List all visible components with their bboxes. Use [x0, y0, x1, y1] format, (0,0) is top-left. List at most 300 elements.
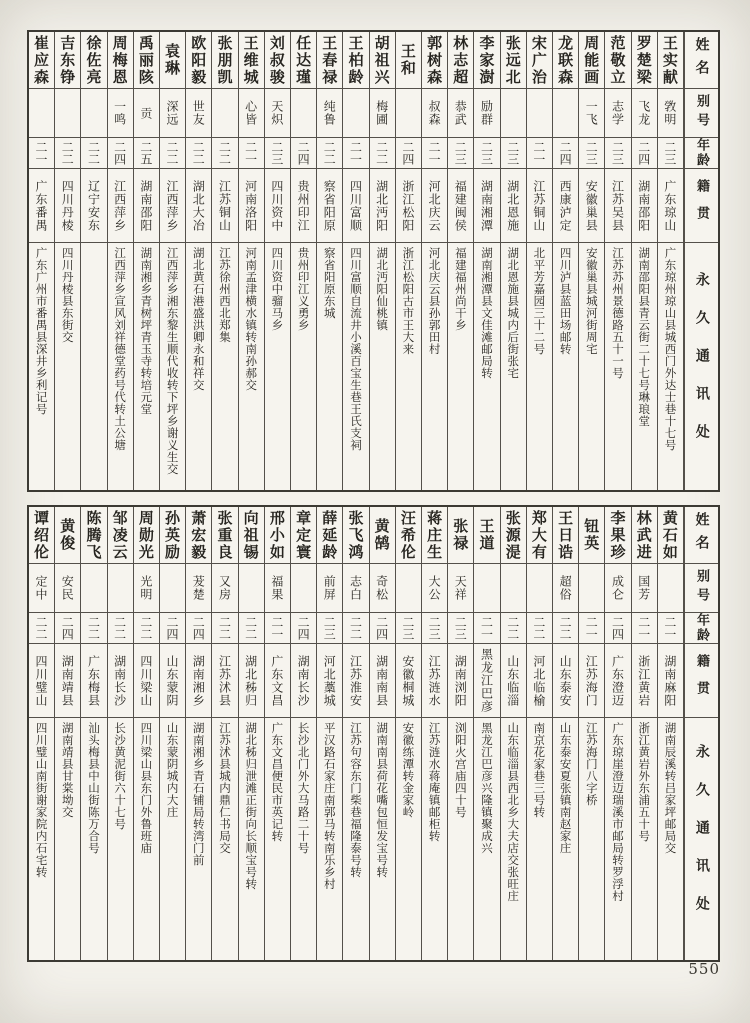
- person-address: 山东泰安夏张镇南赵家庄: [558, 722, 573, 854]
- person-column: [212, 507, 238, 960]
- person-age: 二二: [343, 613, 368, 644]
- person-origin: 四川资中: [265, 169, 290, 243]
- person-name: 吉东铮: [55, 32, 80, 89]
- person-name: 龙联森: [553, 32, 578, 89]
- person-age: 二二: [527, 613, 552, 644]
- person-age: 二二: [186, 138, 211, 169]
- person-alias: 安民: [55, 564, 80, 613]
- person-column: [81, 32, 107, 490]
- person-name: 王和: [396, 32, 421, 89]
- person-name: 张重良: [212, 507, 237, 564]
- person-column: [343, 507, 369, 960]
- person-column: [291, 32, 317, 490]
- person-name: 黄石如: [658, 507, 683, 564]
- person-alias: [29, 89, 54, 138]
- directory-table-top: [27, 30, 720, 492]
- person-origin: 湖南浏阳: [448, 644, 473, 718]
- person-alias: [553, 89, 578, 138]
- person-address: 四川梁山县东门外鲁班庙: [139, 722, 154, 854]
- person-age: 二二: [108, 613, 133, 644]
- row-label-origin: 籍贯: [685, 644, 718, 718]
- person-alias: 茇楚: [186, 564, 211, 613]
- person-origin: 湖南南县: [370, 644, 395, 718]
- person-age: 二一: [29, 138, 54, 169]
- person-address: 广东广州市番禺县深井乡利记号: [34, 247, 49, 415]
- person-origin: 江苏海门: [579, 644, 604, 718]
- person-age: 二三: [448, 613, 473, 644]
- person-address: 四川丹棱县东街交: [60, 247, 75, 343]
- person-alias: 飞龙: [632, 89, 657, 138]
- person-address: 福建福州尚干乡: [453, 247, 468, 331]
- person-alias: [474, 564, 499, 613]
- person-origin: 山东蒙阴: [160, 644, 185, 718]
- person-column: [396, 32, 422, 490]
- person-name: 薛延龄: [317, 507, 342, 564]
- person-name: 王实献: [658, 32, 683, 89]
- person-alias: [291, 564, 316, 613]
- person-name: 周勋光: [134, 507, 159, 564]
- person-name: 李果珍: [605, 507, 630, 564]
- person-name: 李家澍: [474, 32, 499, 89]
- person-origin: 四川璧山: [29, 644, 54, 718]
- person-alias: 深远: [160, 89, 185, 138]
- person-origin: 江苏涟水: [422, 644, 447, 718]
- person-column: [579, 507, 605, 960]
- person-column: [212, 32, 238, 490]
- person-name: 陈腾飞: [81, 507, 106, 564]
- person-column: [632, 507, 658, 960]
- row-label-name: 姓名: [685, 32, 718, 89]
- person-address: 山东蒙阴城内大庄: [165, 722, 180, 818]
- person-origin: 湖北恩施: [501, 169, 526, 243]
- person-name: 刘叔骏: [265, 32, 290, 89]
- person-name: 张远北: [501, 32, 526, 89]
- person-column: [579, 32, 605, 490]
- person-column: [160, 32, 186, 490]
- person-age: 二一: [527, 138, 552, 169]
- person-origin: 福建闽侯: [448, 169, 473, 243]
- person-address: 贵州印江义勇乡: [296, 247, 311, 331]
- person-origin: 湖南长沙: [291, 644, 316, 718]
- person-alias: [527, 89, 552, 138]
- person-address: 广东琼州琼山县城西门外达士巷十七号: [663, 247, 678, 451]
- person-column: [527, 32, 553, 490]
- person-alias: 梅圃: [370, 89, 395, 138]
- person-age: 二四: [186, 613, 211, 644]
- person-alias: 大公: [422, 564, 447, 613]
- person-address: 湖北秭归泄滩正街向长顺宝号转: [244, 722, 259, 890]
- person-name: 邹凌云: [108, 507, 133, 564]
- person-address: 山东临淄县西北乡大夫店交张旺庄: [506, 722, 521, 902]
- person-age: 二三: [579, 138, 604, 169]
- person-age: 二三: [448, 138, 473, 169]
- person-name: 罗楚梁: [632, 32, 657, 89]
- person-age: 二二: [160, 138, 185, 169]
- person-column: [474, 507, 500, 960]
- person-column: [343, 32, 369, 490]
- person-name: 张朋凯: [212, 32, 237, 89]
- person-column: [605, 507, 631, 960]
- person-address: 江苏海门八字桥: [584, 722, 599, 806]
- person-age: 二四: [605, 613, 630, 644]
- person-origin: 广东文昌: [265, 644, 290, 718]
- person-alias: [396, 564, 421, 613]
- person-address: 四川泸县蓝田场邮转: [558, 247, 573, 355]
- row-label-address: 永久通讯处: [693, 271, 710, 462]
- person-name: 张禄: [448, 507, 473, 564]
- person-name: 宋广治: [527, 32, 552, 89]
- person-address: 浙江黄岩外东浦五十号: [637, 722, 652, 842]
- person-alias: 成仑: [605, 564, 630, 613]
- person-name: 徐佐亮: [81, 32, 106, 89]
- person-column: [55, 32, 81, 490]
- person-address: 安徽巢县城河街周宅: [584, 247, 599, 355]
- person-name: 王日诰: [553, 507, 578, 564]
- person-age: 二一: [265, 613, 290, 644]
- person-age: 二四: [291, 138, 316, 169]
- page-number: 550: [688, 960, 720, 978]
- person-origin: 四川丹棱: [55, 169, 80, 243]
- person-column: [658, 32, 684, 490]
- person-age: 二四: [396, 138, 421, 169]
- person-origin: 广东番禺: [29, 169, 54, 243]
- person-name: 章定寰: [291, 507, 316, 564]
- person-address: 江西萍乡湘东黎生顺代收转下坪乡谢义生交: [165, 247, 180, 475]
- person-age: 二三: [501, 138, 526, 169]
- person-origin: 河北藁城: [317, 644, 342, 718]
- person-column: [448, 507, 474, 960]
- person-origin: 察省阳原: [317, 169, 342, 243]
- person-origin: 浙江黄岩: [632, 644, 657, 718]
- person-alias: 恭武: [448, 89, 473, 138]
- person-origin: 江西萍乡: [108, 169, 133, 243]
- person-alias: 一鸣: [108, 89, 133, 138]
- person-alias: 贡: [134, 89, 159, 138]
- person-alias: 定中: [29, 564, 54, 613]
- person-column: [134, 32, 160, 490]
- row-label-alias: 别号: [685, 564, 718, 613]
- person-alias: 纯鲁: [317, 89, 342, 138]
- person-age: 二三: [605, 138, 630, 169]
- person-alias: 超俗: [553, 564, 578, 613]
- row-label-age: 年龄: [685, 138, 718, 169]
- person-age: 二四: [632, 138, 657, 169]
- person-column: [108, 32, 134, 490]
- row-label-origin: 籍贯: [685, 169, 718, 243]
- person-age: 二二: [370, 138, 395, 169]
- person-age: 二二: [81, 138, 106, 169]
- person-alias: 福果: [265, 564, 290, 613]
- person-age: 二一: [658, 613, 683, 644]
- person-age: 二三: [396, 613, 421, 644]
- person-name: 郭树森: [422, 32, 447, 89]
- person-origin: 广东梅县: [81, 644, 106, 718]
- person-name: 欧阳毅: [186, 32, 211, 89]
- person-age: 二三: [317, 613, 342, 644]
- person-address: 湖南湘乡青树坪青玉寺转培元堂: [139, 247, 154, 415]
- person-age: 二二: [239, 613, 264, 644]
- person-age: 二二: [317, 138, 342, 169]
- person-alias: [212, 89, 237, 138]
- person-name: 萧宏毅: [186, 507, 211, 564]
- person-age: 二二: [212, 613, 237, 644]
- person-address: 长沙黄泥街六十七号: [113, 722, 128, 830]
- person-origin: 河北庆云: [422, 169, 447, 243]
- person-column: [658, 507, 684, 960]
- person-address: 江苏苏州景德路五十一号: [611, 247, 626, 379]
- row-label-column: [684, 507, 718, 960]
- person-origin: 江苏铜山: [527, 169, 552, 243]
- person-alias: 敩明: [658, 89, 683, 138]
- person-origin: 黑龙江巴彦: [474, 644, 499, 718]
- person-address: 南京花家巷三号转: [532, 722, 547, 818]
- person-name: 王维城: [239, 32, 264, 89]
- person-column: [370, 32, 396, 490]
- person-column: [186, 32, 212, 490]
- person-origin: 湖南靖县: [55, 644, 80, 718]
- person-address: 湖南辰溪转吕家坪邮局交: [663, 722, 678, 854]
- person-address: 湖北黄石港盛洪卿永和祥交: [191, 247, 206, 391]
- person-column: [474, 32, 500, 490]
- person-age: 二二: [81, 613, 106, 644]
- person-alias: [527, 564, 552, 613]
- person-age: 二二: [501, 613, 526, 644]
- person-origin: 江苏吴县: [605, 169, 630, 243]
- person-address: 湖南南县荷花嘴包恒发宝号转: [375, 722, 390, 878]
- person-origin: 江苏铜山: [212, 169, 237, 243]
- person-age: 二四: [160, 613, 185, 644]
- person-alias: [658, 564, 683, 613]
- person-address: 北平芳嘉园三十二号: [532, 247, 547, 355]
- person-age: 二一: [579, 613, 604, 644]
- person-alias: [239, 564, 264, 613]
- person-origin: 安徽巢县: [579, 169, 604, 243]
- person-column: [422, 507, 448, 960]
- person-column: [239, 32, 265, 490]
- person-column: [553, 507, 579, 960]
- person-address: 湖南湘乡青石铺局转湾门前: [191, 722, 206, 866]
- person-origin: 山东泰安: [553, 644, 578, 718]
- person-age: 二一: [422, 138, 447, 169]
- person-alias: [501, 564, 526, 613]
- person-address: 河北庆云县孙郭田村: [427, 247, 442, 355]
- person-address: 安徽练潭转金家岭: [401, 722, 416, 818]
- person-address: 湖北恩施县城内后街张宅: [506, 247, 521, 379]
- person-origin: 广东澄迈: [605, 644, 630, 718]
- row-label-age: 年龄: [685, 613, 718, 644]
- person-alias: 叔森: [422, 89, 447, 138]
- person-address: 江苏徐州西北郑集: [217, 247, 232, 343]
- person-alias: [81, 564, 106, 613]
- person-origin: 四川梁山: [134, 644, 159, 718]
- person-name: 郑大有: [527, 507, 552, 564]
- person-age: 二二: [212, 138, 237, 169]
- person-name: 王春禄: [317, 32, 342, 89]
- person-alias: [160, 564, 185, 613]
- person-alias: [81, 89, 106, 138]
- person-address: 浏阳火宫庙四十号: [453, 722, 468, 818]
- person-age: 二四: [291, 613, 316, 644]
- person-column: [605, 32, 631, 490]
- person-name: 孙英励: [160, 507, 185, 564]
- person-address: 广东文昌便民市英记转: [270, 722, 285, 842]
- person-alias: [396, 89, 421, 138]
- person-age: 二四: [108, 138, 133, 169]
- person-age: 二一: [343, 138, 368, 169]
- person-name: 任达瑾: [291, 32, 316, 89]
- person-alias: 奇松: [370, 564, 395, 613]
- person-address: 江苏沭县城内鼎仁书局交: [217, 722, 232, 854]
- person-alias: 前屏: [317, 564, 342, 613]
- person-origin: 湖南湘乡: [186, 644, 211, 718]
- person-name: 胡祖兴: [370, 32, 395, 89]
- person-origin: 湖南麻阳: [658, 644, 683, 718]
- person-age: 二二: [55, 138, 80, 169]
- person-alias: 志学: [605, 89, 630, 138]
- person-name: 周能画: [579, 32, 604, 89]
- person-address: 湖南邵阳县青云街二十七号琳琅堂: [637, 247, 652, 427]
- person-column: [265, 507, 291, 960]
- person-address: [81, 243, 106, 490]
- row-label-address: 永久通讯处: [693, 744, 710, 934]
- person-age: 二二: [134, 613, 159, 644]
- person-origin: 湖北秭归: [239, 644, 264, 718]
- person-address: 四川富顺自流井小溪百宝生巷王氏支祠: [349, 247, 363, 451]
- person-address: 浙江松阳古市王大来: [401, 247, 416, 355]
- person-age: 二二: [29, 613, 54, 644]
- person-address: 四川璧山南街谢家院内石宅转: [34, 722, 49, 878]
- person-address: 察省阳原东城: [322, 247, 337, 319]
- person-name: 崔应森: [29, 32, 54, 89]
- person-origin: 湖南湘潭: [474, 169, 499, 243]
- person-address: 四川资中骝马乡: [270, 247, 285, 331]
- person-origin: 江西萍乡: [160, 169, 185, 243]
- person-alias: 志白: [343, 564, 368, 613]
- person-name: 袁琳: [160, 32, 185, 89]
- row-label-name: 姓名: [685, 507, 718, 564]
- person-age: 二一: [632, 613, 657, 644]
- person-origin: 湖南邵阳: [134, 169, 159, 243]
- person-alias: [108, 564, 133, 613]
- person-origin: 安徽桐城: [396, 644, 421, 718]
- person-origin: 湖南长沙: [108, 644, 133, 718]
- person-alias: 天祥: [448, 564, 473, 613]
- person-address: 河南孟津横水镇转南孙郝交: [244, 247, 259, 391]
- person-column: [81, 507, 107, 960]
- person-origin: 辽宁安东: [81, 169, 106, 243]
- person-alias: 天炽: [265, 89, 290, 138]
- person-origin: 四川富顺: [343, 169, 368, 243]
- person-origin: 贵州印江: [291, 169, 316, 243]
- person-alias: 光明: [134, 564, 159, 613]
- person-origin: 江苏淮安: [343, 644, 368, 718]
- person-alias: 又房: [212, 564, 237, 613]
- person-name: 林志超: [448, 32, 473, 89]
- person-origin: 湖北大冶: [186, 169, 211, 243]
- person-age: 二三: [658, 138, 683, 169]
- person-age: 二三: [474, 138, 499, 169]
- person-column: [317, 32, 343, 490]
- person-column: [422, 32, 448, 490]
- row-label-alias: 别号: [685, 89, 718, 138]
- person-name: 邢小如: [265, 507, 290, 564]
- person-column: [501, 32, 527, 490]
- person-name: 张源湜: [501, 507, 526, 564]
- person-column: [186, 507, 212, 960]
- person-alias: [55, 89, 80, 138]
- person-alias: 心皆: [239, 89, 264, 138]
- person-age: 二一: [239, 138, 264, 169]
- person-address: 湖南湘潭县文佳滩邮局转: [480, 247, 495, 379]
- person-address: 江西萍乡宣风刘祥德堂药号代转土公塘: [113, 247, 128, 451]
- person-age: 二三: [265, 138, 290, 169]
- person-address: 湖南靖县甘棠坳交: [60, 722, 75, 818]
- person-origin: 西康泸定: [553, 169, 578, 243]
- person-address: 广东琼崖澄迈瑞溪市邮局转罗浮村: [611, 722, 626, 902]
- directory-table-bottom: [27, 505, 720, 962]
- person-column: [317, 507, 343, 960]
- person-column: [29, 32, 55, 490]
- person-age: 二四: [55, 613, 80, 644]
- person-name: 王柏龄: [343, 32, 368, 89]
- person-name: 范敬立: [605, 32, 630, 89]
- person-origin: 湖南邵阳: [632, 169, 657, 243]
- person-address: 平汉路石家庄南郭马转南乐乡村: [322, 722, 337, 890]
- person-name: 周梅恩: [108, 32, 133, 89]
- person-address: 江苏句容东门柴巷福隆泰号转: [349, 722, 363, 878]
- person-column: [632, 32, 658, 490]
- person-origin: 广东琼山: [658, 169, 683, 243]
- person-origin: 浙江松阳: [396, 169, 421, 243]
- person-alias: 一飞: [579, 89, 604, 138]
- person-column: [448, 32, 474, 490]
- person-origin: 山东临淄: [501, 644, 526, 718]
- person-alias: 励群: [474, 89, 499, 138]
- person-name: 向祖锡: [239, 507, 264, 564]
- person-column: [527, 507, 553, 960]
- person-origin: 江苏沭县: [212, 644, 237, 718]
- person-name: 王道: [474, 507, 499, 564]
- person-age: 二四: [370, 613, 395, 644]
- person-alias: [291, 89, 316, 138]
- person-column: [370, 507, 396, 960]
- person-origin: 湖北沔阳: [370, 169, 395, 243]
- person-column: [501, 507, 527, 960]
- person-origin: 河南洛阳: [239, 169, 264, 243]
- person-column: [553, 32, 579, 490]
- person-column: [160, 507, 186, 960]
- person-age: 二五: [134, 138, 159, 169]
- person-column: [265, 32, 291, 490]
- person-column: [291, 507, 317, 960]
- person-name: 谭绍伦: [29, 507, 54, 564]
- person-name: 黄鹄: [370, 507, 395, 564]
- person-address: 黑龙江巴彦兴隆镇聚成兴: [480, 722, 495, 854]
- person-alias: 世友: [186, 89, 211, 138]
- person-name: 钮英: [579, 507, 604, 564]
- person-origin: 河北临榆: [527, 644, 552, 718]
- person-name: 禹丽陔: [134, 32, 159, 89]
- person-alias: 国芳: [632, 564, 657, 613]
- person-column: [29, 507, 55, 960]
- person-address: 湖北沔阳仙桃镇: [375, 247, 390, 331]
- person-name: 蒋庄生: [422, 507, 447, 564]
- person-address: 江苏涟水蒋庵镇邮柜转: [427, 722, 442, 842]
- person-address: 长沙北门外大马路二十号: [296, 722, 311, 854]
- person-age: 二三: [422, 613, 447, 644]
- row-label-column: [684, 32, 718, 490]
- person-column: [55, 507, 81, 960]
